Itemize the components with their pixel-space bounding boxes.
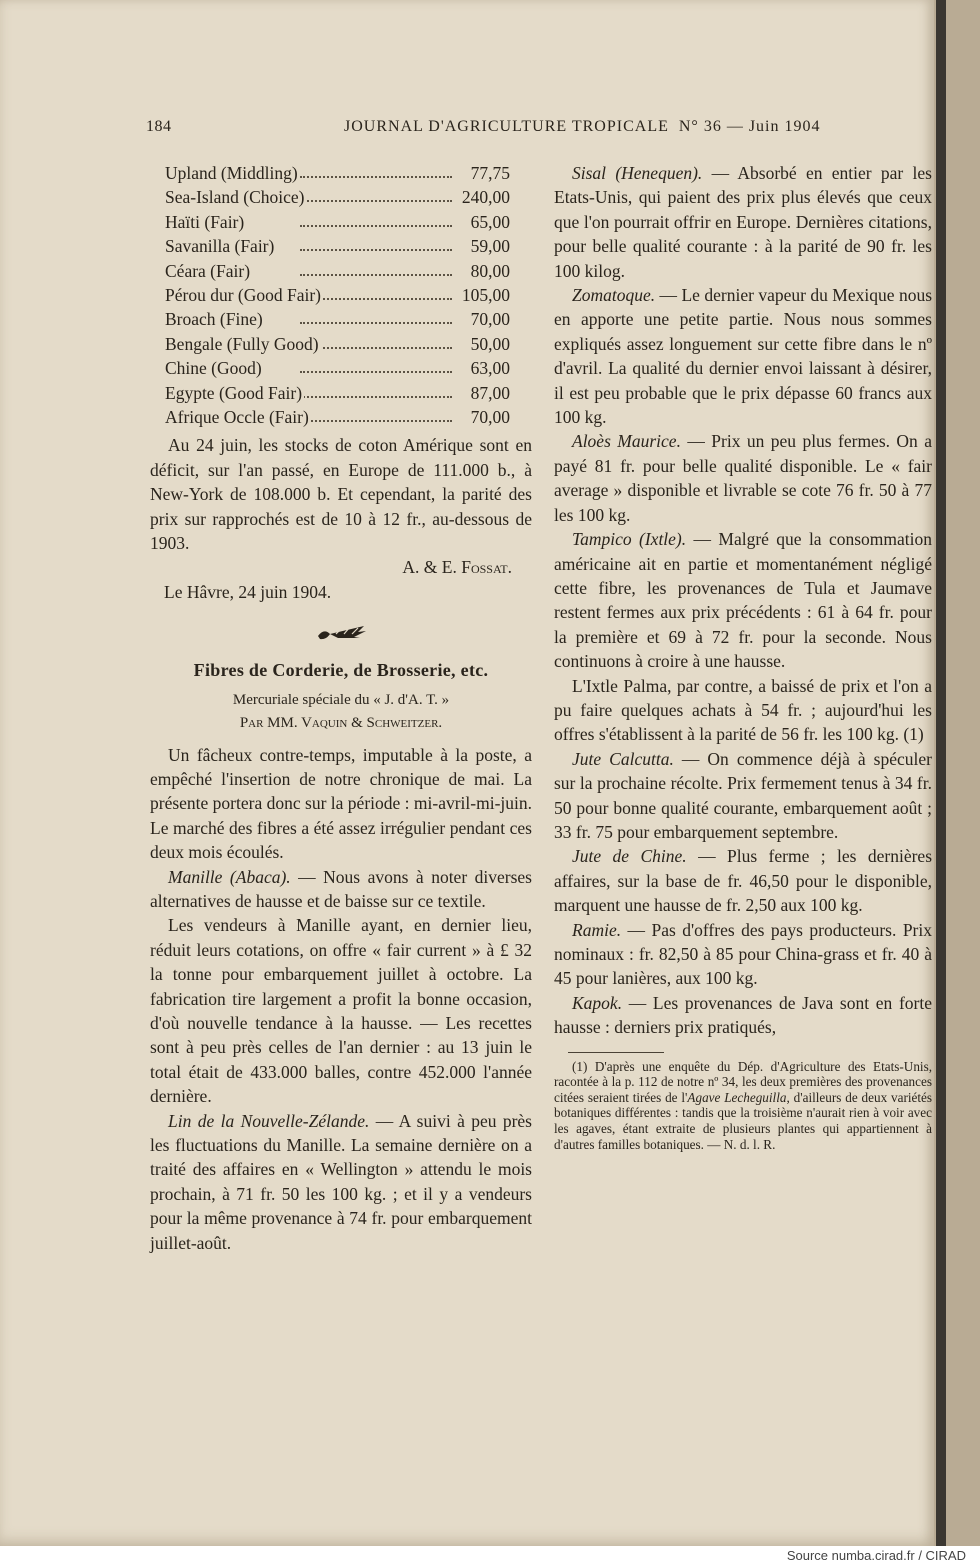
price-value: 70,00	[469, 405, 510, 429]
price-row	[150, 259, 532, 283]
page-number: 184	[146, 118, 172, 135]
price-value: 50,00	[469, 332, 510, 356]
footnote-rule	[568, 1052, 664, 1053]
price-row	[150, 234, 532, 258]
section-title: Fibres de Corderie, de Brosserie, etc.	[193, 660, 489, 681]
footnote: (1) D'après une enquête du Dép. d'Agriculture des Etats-Unis, racontée à la p. 112 de notre nº 34, les deux premières des provenances citées seraient tirées de l'Agave Lecheguilla, d'ailleurs de deux variétés botaniques différentes : tandis que la troisième n'aurait rien à voir avec les agaves, étant extraite de plusieurs plantes qui appartiennent à d'autres familles botaniques. — N. d. l. R.	[554, 1058, 933, 1152]
paragraph-zomatoque: Zomatoque. — Le dernier vapeur du Mexique nous en apporte une petite partie. Nous nous sommes expliqués assez longuement sur cette fibre dans le nº d'avril. La qualité du dernier envoi laissant à désirer, il est peu probable que le prix dépasse 60 francs aux 100 kg.	[554, 285, 932, 428]
paragraph-ixtle-palma: L'Ixtle Palma, par contre, a baissé de prix et l'on a pu faire quelques achats à 54 fr. ; aujourd'hui les offres s'établissent à la parité de 56 fr. les 100 kg. (1)	[554, 675, 932, 745]
price-label: Pérou dur (Good Fair)	[165, 283, 323, 307]
price-label: Bengale (Fully Good)	[165, 332, 321, 356]
cotton-place-date: Le Hâvre, 24 juin 1904.	[164, 581, 332, 602]
price-label: Haïti (Fair)	[165, 210, 246, 234]
price-row	[150, 307, 532, 331]
issue-date: N° 36 — Juin 1904	[678, 118, 821, 135]
binding-edge	[934, 0, 980, 1546]
price-label: Upland (Middling)	[165, 161, 300, 185]
price-row	[150, 332, 532, 356]
price-label: Afrique Occle (Fair)	[165, 405, 311, 429]
paragraph-jute-calcutta: Jute Calcutta. — On commence déjà à spéculer sur la prochaine récolte. Prix fermement tenus à 34 fr. 50 pour bonne qualité courante, embarquement août ; 33 fr. 75 pour embarquement septembre.	[554, 748, 932, 842]
price-value: 77,75	[469, 161, 510, 185]
dot-leader	[300, 225, 452, 227]
dot-leader	[300, 371, 452, 373]
dot-leader	[300, 249, 452, 251]
source-footer	[0, 1546, 980, 1566]
price-value: 240,00	[460, 185, 510, 209]
ornament-flourish	[314, 622, 368, 644]
price-value: 87,00	[469, 381, 510, 405]
price-label: Chine (Good)	[165, 356, 264, 380]
paragraph-ramie: Ramie. — Pas d'offres des pays producteurs. Prix nominaux : fr. 82,50 à 85 pour China-grass et fr. 40 à 45 pour lanières, aux 100 kg.	[554, 919, 932, 989]
cotton-stock-note: Au 24 juin, les stocks de coton Amérique sont en déficit, sur l'an passé, en Europe de 111.000 b., à New-York de 108.000 b. Et cependant, la parité des prix sur rapprochés est de 10 à 12 fr., au-dessous de 1903.	[150, 435, 532, 553]
cotton-price-list	[150, 161, 532, 429]
price-row	[150, 405, 532, 429]
dot-leader	[300, 420, 452, 422]
left-column	[150, 161, 532, 1255]
section-authors: Par MM. Vaquin & Schweitzer.	[239, 714, 443, 731]
price-label: Egypte (Good Fair)	[165, 381, 304, 405]
price-row	[150, 381, 532, 405]
dot-leader	[300, 347, 452, 349]
price-value: 105,00	[460, 283, 510, 307]
price-label: Sea-Island (Choice)	[165, 185, 306, 209]
price-label: Céara (Fair)	[165, 259, 252, 283]
price-row	[150, 356, 532, 380]
price-value: 80,00	[469, 259, 510, 283]
paragraph-vendeurs: Les vendeurs à Manille ayant, en dernier lieu, réduit leurs cotations, on offre « fair current » à £ 32 la tonne pour embarquement juillet à octobre. La fabrication tire largement a profit la bonne occasion, d'où nouvelle tendance à la hausse. — Les recettes sont à peu près celles de l'an dernier : au 13 juin le total était de 433.000 balles, contre 452.000 l'année dernière.	[150, 915, 532, 1107]
price-label: Savanilla (Fair)	[165, 234, 276, 258]
price-row	[150, 161, 532, 185]
paragraph-intro: Un fâcheux contre-temps, imputable à la poste, a empêché l'insertion de notre chronique de mai. La présente portera donc sur la période : mi-avril-mi-juin. Le marché des fibres a été assez irrégulier pendant ces deux mois écoulés.	[150, 744, 532, 863]
cotton-signature: A. & E. Fossat.	[402, 557, 512, 578]
paragraph-sisal: Sisal (Henequen). — Absorbé en entier par les Etats-Unis, qui paient des prix plus élevés que ceux que l'on pourrait offrir en Europe. Dernières citations, pour belle qualité courante : à la parité de 90 fr. les 100 kilog.	[554, 163, 932, 281]
journal-title: JOURNAL D'AGRICULTURE TROPICALE N° 36 — Juin 1904	[344, 118, 821, 135]
dot-leader	[300, 322, 452, 324]
paragraph-tampico: Tampico (Ixtle). — Malgré que la consommation américaine ait en partie et momentanément négligé cette fibre, les provenances de Tula et Jaumave restent fermes aux prix précédents : 61 à 64 fr. pour la première et 69 à 72 fr. pour la seconde. Nous continuons à croire à une hausse.	[554, 529, 932, 672]
right-column	[554, 161, 932, 1152]
dot-leader	[300, 200, 452, 202]
paragraph-lin: Lin de la Nouvelle-Zélande. — A suivi à peu près les fluctuations du Manille. La semaine dernière on a traité des affaires en « Wellington » attendu le mois prochain, à 71 fr. 50 les 100 kg. ; et il y a vendeurs pour la même provenance à 74 fr. pour embarquement juillet-août.	[150, 1110, 532, 1253]
price-row	[150, 283, 532, 307]
paragraph-aloes: Aloès Maurice. — Prix un peu plus fermes. On a payé 81 fr. pour belle qualité disponible. Le « fair average » disponible et livrable se cote 76 fr. 50 à 77 les 100 kg.	[554, 431, 932, 525]
price-value: 59,00	[469, 234, 510, 258]
paragraph-kapok: Kapok. — Les provenances de Java sont en forte hausse : derniers prix pratiqués,	[554, 992, 932, 1038]
price-label: Broach (Fine)	[165, 307, 265, 331]
dot-leader	[300, 274, 452, 276]
section-subtitle: Mercuriale spéciale du « J. d'A. T. »	[232, 691, 450, 708]
source-credit: Source numba.cirad.fr / CIRAD	[786, 1548, 966, 1563]
price-value: 70,00	[469, 307, 510, 331]
price-row	[150, 185, 532, 209]
running-head	[146, 118, 932, 142]
price-row	[150, 210, 532, 234]
paragraph-jute-chine: Jute de Chine. — Plus ferme ; les dernières affaires, sur la base de fr. 46,50 pour le disponible, marquent une hausse de fr. 2,50 aux 100 kg.	[554, 846, 933, 916]
price-value: 63,00	[469, 356, 510, 380]
dot-leader	[300, 176, 452, 178]
dot-leader	[300, 396, 452, 398]
price-value: 65,00	[469, 210, 510, 234]
paragraph-manille: Manille (Abaca). — Nous avons à noter diverses alternatives de hausse et de baisse sur ce textile.	[150, 866, 532, 911]
